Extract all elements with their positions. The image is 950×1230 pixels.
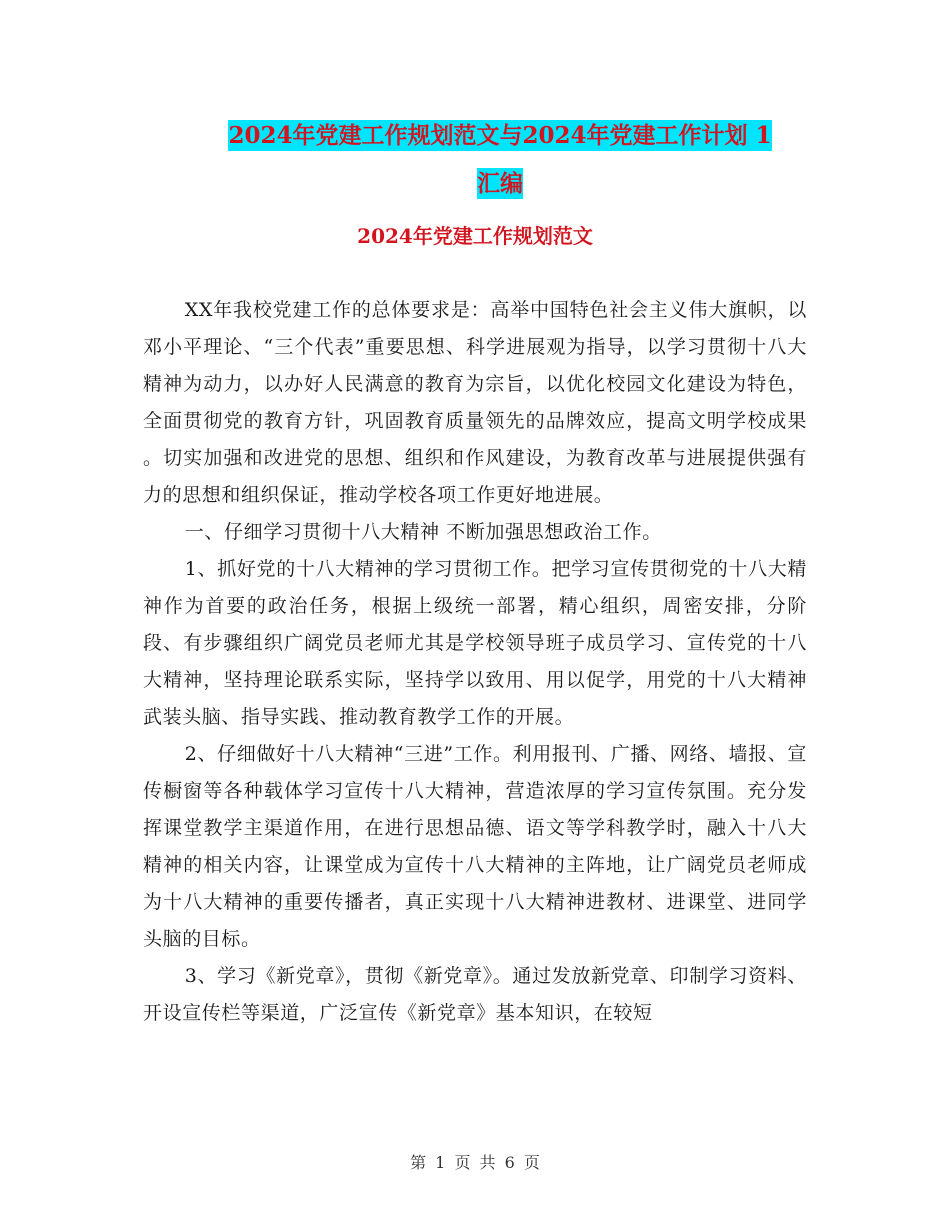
document-title-line2: 汇编 [477,170,523,197]
document-body [143,292,807,1032]
document-title [140,112,860,208]
paragraph-item-2: 2、仔细做好十八大精神“三进”工作。利用报刊、广播、网络、墙报、宣传橱窗等各种载体学习宣传十八大精神，营造浓厚的学习宣传氛围。充分发挥课堂教学主渠道作用，在进行思想品德、语文等学科教学时，融入十八大精神的相关内容，让课堂成为宣传十八大精神的主阵地，让广阔党员老师成为十八大精神的重要传播者，真正实现十八大精神进教材、进课堂、进同学头脑的目标。 [143,743,807,950]
page-footer: 第 1 页 共 6 页 [410,1153,540,1172]
paragraph-intro: XX年我校党建工作的总体要求是：高举中国特色社会主义伟大旗帜，以邓小平理论、“三个代表”重要思想、科学进展观为指导，以学习贯彻十八大精神为动力，以办好人民满意的教育为宗旨，以优化校园文化建设为特色，全面贯彻党的教育方针，巩固教育质量领先的品牌效应，提高文明学校成果 。切实加强和改进党的思想、组织和作风建设，为教育改革与进展提供强有力的思想和组织保证，推动学校各项工作更好地进展。 [143,299,807,506]
section-title: 2024年党建工作规划范文 [357,224,593,248]
paragraph-heading-1: 一、仔细学习贯彻十八大精神 不断加强思想政治工作。 [184,521,662,543]
paragraph-item-3: 3、学习《新党章》，贯彻《新党章》。通过发放新党章、印制学习资料、开设宣传栏等渠道，广泛宣传《新党章》基本知识，在较短 [143,965,807,1024]
paragraph-item-1: 1、抓好党的十八大精神的学习贯彻工作。把学习宣传贯彻党的十八大精神作为首要的政治任务，根据上级统一部署，精心组织，周密安排，分阶段、有步骤组织广阔党员老师尤其是学校领导班子成员学习、宣传党的十八大精神，坚持理论联系实际，坚持学以致用、用以促学，用党的十八大精神武装头脑、指导实践、推动教育教学工作的开展。 [143,558,807,728]
document-title-line1: 2024年党建工作规划范文与2024年党建工作计划 1 [228,122,772,149]
